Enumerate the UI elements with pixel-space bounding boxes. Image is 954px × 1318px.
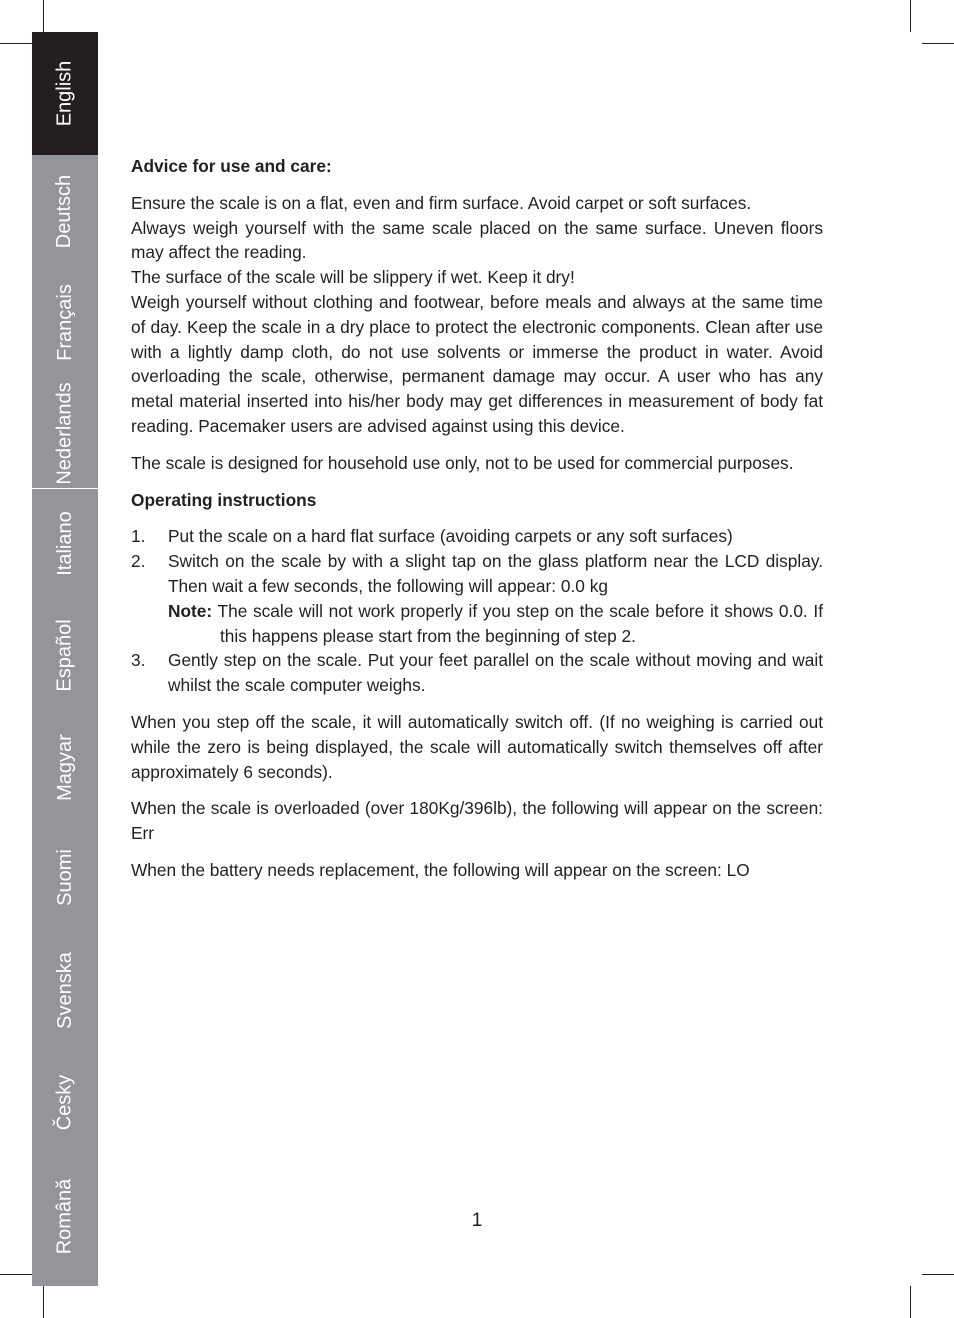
tab-label: Svenska (53, 951, 76, 1029)
advice-line: Ensure the scale is on a flat, even and firm surface. Avoid carpet or soft surfaces. (131, 192, 752, 213)
crop-mark (0, 1274, 32, 1275)
tab-label: Română (53, 1178, 76, 1254)
crop-mark (0, 43, 32, 44)
advice-heading: Advice for use and care: (131, 156, 332, 176)
tab-label: English (53, 60, 76, 127)
tab-label: Suomi (53, 848, 76, 906)
crop-mark (910, 1286, 911, 1318)
tab-label: Magyar (53, 733, 76, 801)
tab-espanol[interactable] (32, 598, 98, 712)
list-item (131, 549, 823, 648)
tab-cesky[interactable] (32, 1048, 98, 1156)
page-number: 1 (471, 1210, 483, 1231)
list-item (131, 524, 823, 549)
tab-nederlands[interactable] (32, 377, 98, 489)
step-text: Put the scale on a hard flat surface (avoiding carpets or any soft surfaces) (168, 526, 733, 547)
tab-label: Deutsch (53, 174, 76, 248)
tab-english[interactable] (32, 32, 98, 155)
crop-mark (43, 0, 44, 32)
step-number: 3. (131, 650, 146, 671)
advice-line: Weigh yourself without clothing and footwear, before meals and always at the same time of day. Keep the scale in a dry place to protect the electronic components. Clean after use with a lightly damp cloth, do not use solvents or immerse the product in water. Avoid overloading the scale, otherwise, permanent damage may occur. A user who has any metal material inserted into his/her body may get differences in measurement of body fat reading. Pacemaker users are advised against using this device. (131, 291, 823, 436)
switch-off-paragraph: When you step off the scale, it will automatically switch off. (If no weighing is carried out while the zero is being displayed, the scale will automatically switch themselves off after approximately 6 seconds). (131, 711, 823, 782)
step-note (168, 599, 823, 649)
tab-label: Česky (53, 1074, 76, 1130)
overload-paragraph: When the scale is overloaded (over 180Kg/396lb), the following will appear on the screen: Err (131, 798, 823, 844)
step-text: Gently step on the scale. Put your feet parallel on the scale without moving and wait whilst the scale computer weighs. (168, 650, 823, 696)
note-text: The scale will not work properly if you step on the scale before it shows 0.0. If this happens please start from the beginning of step 2. (212, 600, 823, 646)
operating-steps-list (131, 524, 823, 698)
operating-heading: Operating instructions (131, 489, 317, 510)
tab-suomi[interactable] (32, 822, 98, 932)
step-number: 1. (131, 526, 146, 547)
tab-deutsch[interactable] (32, 155, 98, 267)
tab-label: Français (53, 283, 76, 361)
tab-italiano[interactable] (32, 488, 98, 598)
note-label: Note: (168, 600, 213, 621)
tab-label: Italiano (53, 511, 76, 576)
tab-svenska[interactable] (32, 932, 98, 1048)
step-number: 2. (131, 551, 146, 572)
crop-mark (922, 43, 954, 44)
manual-page-content (131, 154, 823, 883)
advice-line: Always weigh yourself with the same scale placed on the same surface. Uneven floors may affect the reading. (131, 217, 823, 263)
crop-mark (43, 1286, 44, 1318)
tab-label: Nederlands (53, 381, 76, 485)
list-item (131, 648, 823, 698)
language-tab-strip (32, 32, 98, 1286)
battery-paragraph: When the battery needs replacement, the following will appear on the screen: LO (131, 859, 750, 880)
step-text: Switch on the scale by with a slight tap on the glass platform near the LCD display. Then wait a few seconds, the following will appear: 0.0 kg (168, 551, 823, 596)
advice-line: The surface of the scale will be slippery if wet. Keep it dry! (131, 267, 575, 288)
tab-francais[interactable] (32, 267, 98, 377)
crop-mark (922, 1274, 954, 1275)
tab-label: Español (53, 618, 76, 692)
tab-magyar[interactable] (32, 712, 98, 822)
crop-mark (910, 0, 911, 32)
household-use-paragraph: The scale is designed for household use only, not to be used for commercial purposes. (131, 452, 794, 473)
